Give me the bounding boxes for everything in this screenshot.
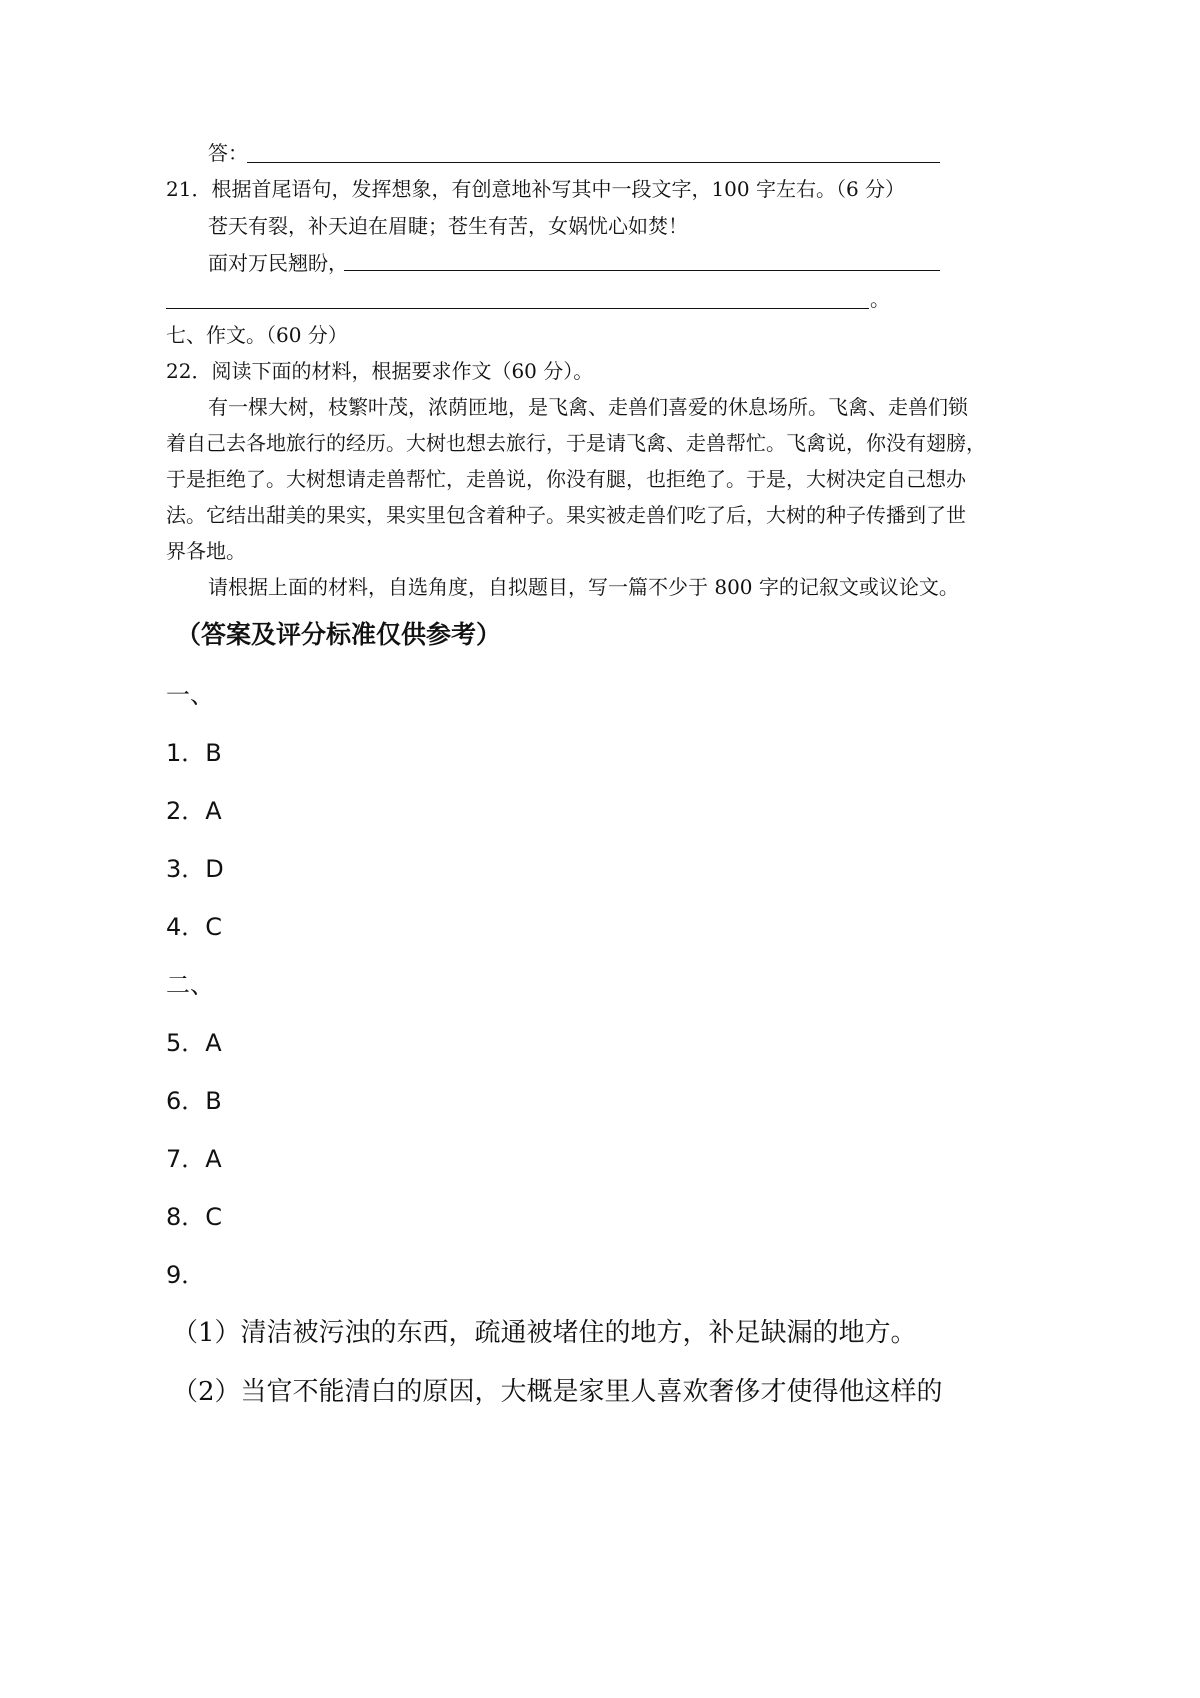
essay-requirement: 请根据上面的材料，自选角度，自拟题目，写一篇不少于 800 字的记叙文或议论文。 bbox=[208, 575, 959, 599]
answer-9-item-2: （2）当官不能清白的原因，大概是家里人喜欢奢侈才使得他这样的 bbox=[172, 1377, 943, 1407]
answer-8: 8．C bbox=[166, 1203, 223, 1231]
material-line-3: 于是拒绝了。大树想请走兽帮忙，走兽说，你没有腿，也拒绝了。于是，大树决定自己想办 bbox=[166, 467, 966, 491]
question-21-line1: 苍天有裂，补天迫在眉睫；苍生有苦，女娲忧心如焚！ bbox=[208, 214, 688, 238]
material-line-2: 着自己去各地旅行的经历。大树也想去旅行，于是请飞禽、走兽帮忙。飞禽说，你没有翅膀， bbox=[166, 431, 986, 455]
section-7-title: 七、作文。（60 分） bbox=[166, 323, 348, 347]
question-21-end-mark: 。 bbox=[870, 287, 890, 311]
material-line-1: 有一棵大树，枝繁叶茂，浓荫匝地，是飞禽、走兽们喜爱的休息场所。飞禽、走兽们锁 bbox=[208, 395, 968, 419]
answer-2: 2．A bbox=[166, 797, 222, 825]
answer-7: 7．A bbox=[166, 1145, 222, 1173]
answer-5: 5．A bbox=[166, 1029, 222, 1057]
material-line-4: 法。它结出甜美的果实，果实里包含着种子。果实被走兽们吃了后，大树的种子传播到了世 bbox=[166, 503, 966, 527]
material-line-5: 界各地。 bbox=[166, 539, 246, 563]
question-21-blank-line-1[interactable] bbox=[344, 270, 940, 271]
answer-key-heading: （答案及评分标准仅供参考） bbox=[176, 620, 502, 649]
answer-9-item-1: （1）清洁被污浊的东西，疏通被堵住的地方，补足缺漏的地方。 bbox=[172, 1318, 917, 1348]
answer-1: 1．B bbox=[166, 739, 222, 767]
answer-6: 6．B bbox=[166, 1087, 222, 1115]
answer-9-label: 9． bbox=[166, 1261, 206, 1289]
answer-3: 3．D bbox=[166, 855, 224, 883]
question-21-blank-line-2[interactable] bbox=[166, 308, 869, 309]
question-21-line2-start: 面对万民翘盼， bbox=[208, 251, 348, 275]
question-21-prompt: 21．根据首尾语句，发挥想象，有创意地补写其中一段文字，100 字左右。（6 分） bbox=[166, 177, 906, 201]
answer-4: 4．C bbox=[166, 913, 223, 941]
question-22-prompt: 22．阅读下面的材料，根据要求作文（60 分）。 bbox=[166, 359, 594, 383]
part-2-label: 二、 bbox=[166, 971, 214, 999]
part-1-label: 一、 bbox=[166, 681, 214, 709]
answer-label: 答： bbox=[208, 141, 248, 165]
answer-blank-line[interactable] bbox=[247, 162, 940, 163]
